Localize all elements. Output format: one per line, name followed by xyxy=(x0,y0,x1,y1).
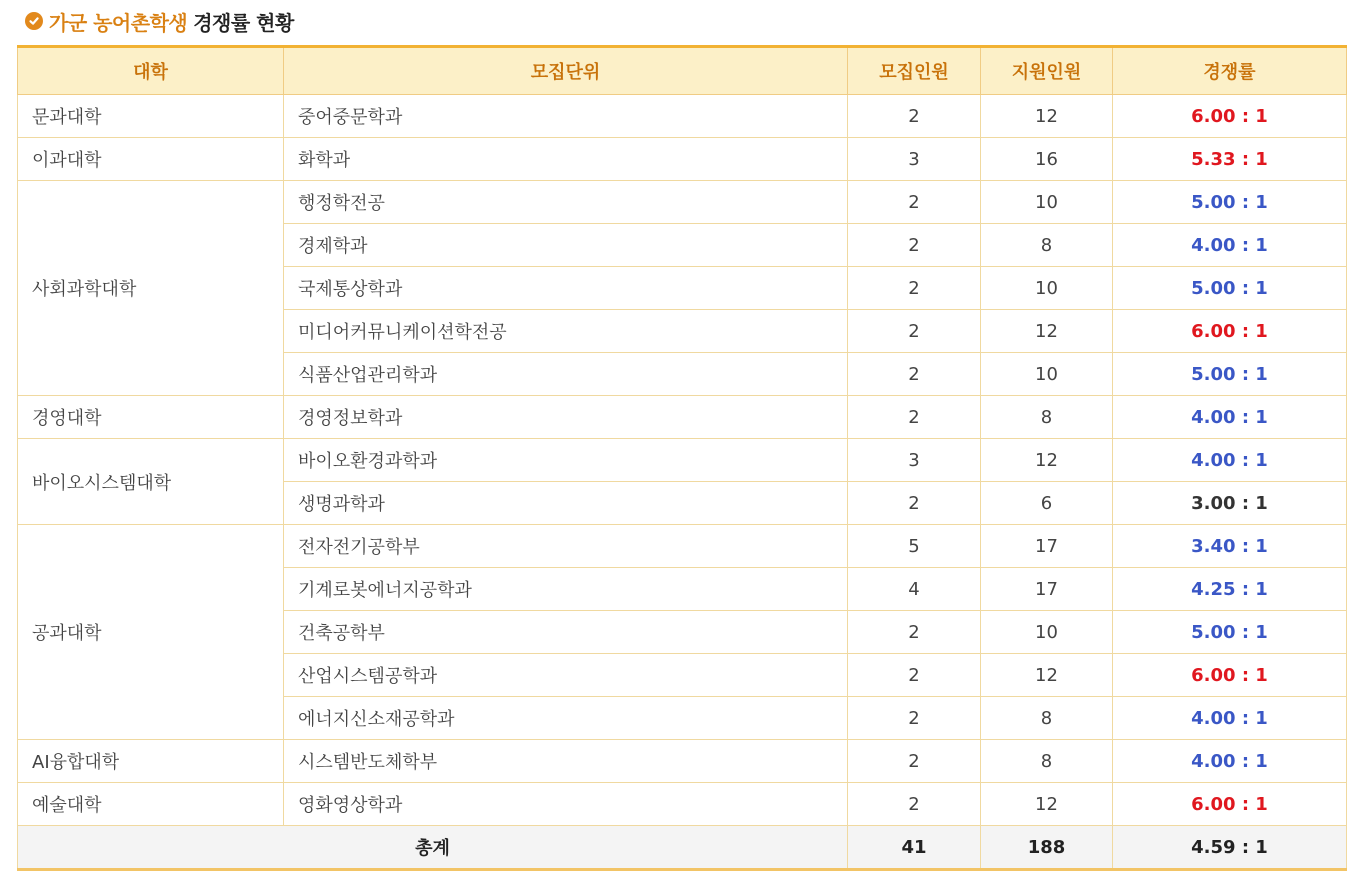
competition-rate-table xyxy=(17,45,1347,871)
applicants-cell: 10 xyxy=(981,267,1113,310)
unit-cell: 행정학전공 xyxy=(284,181,848,224)
rate-cell: 6.00 : 1 xyxy=(1113,783,1347,826)
rate-cell: 4.00 : 1 xyxy=(1113,439,1347,482)
applicants-cell: 8 xyxy=(981,740,1113,783)
rate-cell: 3.00 : 1 xyxy=(1113,482,1347,525)
applicants-cell: 17 xyxy=(981,525,1113,568)
college-cell: 공과대학 xyxy=(18,525,284,740)
college-cell: AI융합대학 xyxy=(18,740,284,783)
table-header-row xyxy=(18,47,1347,95)
quota-cell: 2 xyxy=(848,353,981,396)
column-header-unit: 모집단위 xyxy=(284,47,848,95)
rate-cell: 4.00 : 1 xyxy=(1113,224,1347,267)
applicants-cell: 8 xyxy=(981,396,1113,439)
rate-cell: 5.33 : 1 xyxy=(1113,138,1347,181)
applicants-cell: 10 xyxy=(981,611,1113,654)
applicants-cell: 10 xyxy=(981,353,1113,396)
college-cell: 바이오시스템대학 xyxy=(18,439,284,525)
quota-cell: 2 xyxy=(848,310,981,353)
applicants-cell: 12 xyxy=(981,439,1113,482)
unit-cell: 경영정보학과 xyxy=(284,396,848,439)
quota-cell: 3 xyxy=(848,439,981,482)
quota-cell: 5 xyxy=(848,525,981,568)
unit-cell: 전자전기공학부 xyxy=(284,525,848,568)
quota-cell: 2 xyxy=(848,611,981,654)
column-header-rate: 경쟁률 xyxy=(1113,47,1347,95)
college-cell: 예술대학 xyxy=(18,783,284,826)
rate-cell: 3.40 : 1 xyxy=(1113,525,1347,568)
college-cell: 경영대학 xyxy=(18,396,284,439)
quota-cell: 4 xyxy=(848,568,981,611)
table-row xyxy=(18,95,1347,138)
applicants-cell: 10 xyxy=(981,181,1113,224)
quota-cell: 2 xyxy=(848,654,981,697)
applicants-cell: 8 xyxy=(981,224,1113,267)
unit-cell: 산업시스템공학과 xyxy=(284,654,848,697)
unit-cell: 에너지신소재공학과 xyxy=(284,697,848,740)
unit-cell: 기계로봇에너지공학과 xyxy=(284,568,848,611)
rate-cell: 4.00 : 1 xyxy=(1113,740,1347,783)
applicants-cell: 8 xyxy=(981,697,1113,740)
column-header-college: 대학 xyxy=(18,47,284,95)
applicants-cell: 6 xyxy=(981,482,1113,525)
unit-cell: 미디어커뮤니케이션학전공 xyxy=(284,310,848,353)
title-rest: 경쟁률 현황 xyxy=(193,10,294,35)
section-title xyxy=(25,6,294,36)
quota-cell: 2 xyxy=(848,697,981,740)
applicants-cell: 16 xyxy=(981,138,1113,181)
applicants-cell: 12 xyxy=(981,95,1113,138)
rate-cell: 6.00 : 1 xyxy=(1113,95,1347,138)
quota-cell: 2 xyxy=(848,267,981,310)
rate-cell: 6.00 : 1 xyxy=(1113,310,1347,353)
table-row xyxy=(18,396,1347,439)
quota-cell: 2 xyxy=(848,396,981,439)
quota-cell: 2 xyxy=(848,740,981,783)
quota-cell: 2 xyxy=(848,224,981,267)
unit-cell: 중어중문학과 xyxy=(284,95,848,138)
table-row xyxy=(18,740,1347,783)
unit-cell: 국제통상학과 xyxy=(284,267,848,310)
table-row xyxy=(18,181,1347,224)
check-circle-icon xyxy=(25,12,43,30)
quota-cell: 2 xyxy=(848,181,981,224)
rate-cell: 6.00 : 1 xyxy=(1113,654,1347,697)
quota-cell: 2 xyxy=(848,783,981,826)
college-cell: 이과대학 xyxy=(18,138,284,181)
table-body xyxy=(18,95,1347,826)
unit-cell: 생명과학과 xyxy=(284,482,848,525)
table-row xyxy=(18,525,1347,568)
table-row xyxy=(18,138,1347,181)
applicants-cell: 12 xyxy=(981,310,1113,353)
column-header-quota: 모집인원 xyxy=(848,47,981,95)
title-highlight: 가군 농어촌학생 xyxy=(49,10,188,35)
applicants-cell: 17 xyxy=(981,568,1113,611)
applicants-cell: 12 xyxy=(981,783,1113,826)
total-row xyxy=(18,826,1347,870)
unit-cell: 시스템반도체학부 xyxy=(284,740,848,783)
column-header-applicants: 지원인원 xyxy=(981,47,1113,95)
rate-cell: 4.00 : 1 xyxy=(1113,396,1347,439)
total-quota: 41 xyxy=(848,826,981,870)
total-rate: 4.59 : 1 xyxy=(1113,826,1347,870)
rate-cell: 5.00 : 1 xyxy=(1113,353,1347,396)
table-row xyxy=(18,783,1347,826)
unit-cell: 바이오환경과학과 xyxy=(284,439,848,482)
college-cell: 문과대학 xyxy=(18,95,284,138)
unit-cell: 영화영상학과 xyxy=(284,783,848,826)
rate-cell: 5.00 : 1 xyxy=(1113,611,1347,654)
quota-cell: 2 xyxy=(848,482,981,525)
rate-cell: 5.00 : 1 xyxy=(1113,267,1347,310)
unit-cell: 건축공학부 xyxy=(284,611,848,654)
college-cell: 사회과학대학 xyxy=(18,181,284,396)
rate-cell: 4.25 : 1 xyxy=(1113,568,1347,611)
table-row xyxy=(18,439,1347,482)
total-applicants: 188 xyxy=(981,826,1113,870)
unit-cell: 식품산업관리학과 xyxy=(284,353,848,396)
unit-cell: 경제학과 xyxy=(284,224,848,267)
unit-cell: 화학과 xyxy=(284,138,848,181)
rate-cell: 4.00 : 1 xyxy=(1113,697,1347,740)
rate-cell: 5.00 : 1 xyxy=(1113,181,1347,224)
quota-cell: 2 xyxy=(848,95,981,138)
quota-cell: 3 xyxy=(848,138,981,181)
total-label: 총계 xyxy=(18,826,848,870)
applicants-cell: 12 xyxy=(981,654,1113,697)
